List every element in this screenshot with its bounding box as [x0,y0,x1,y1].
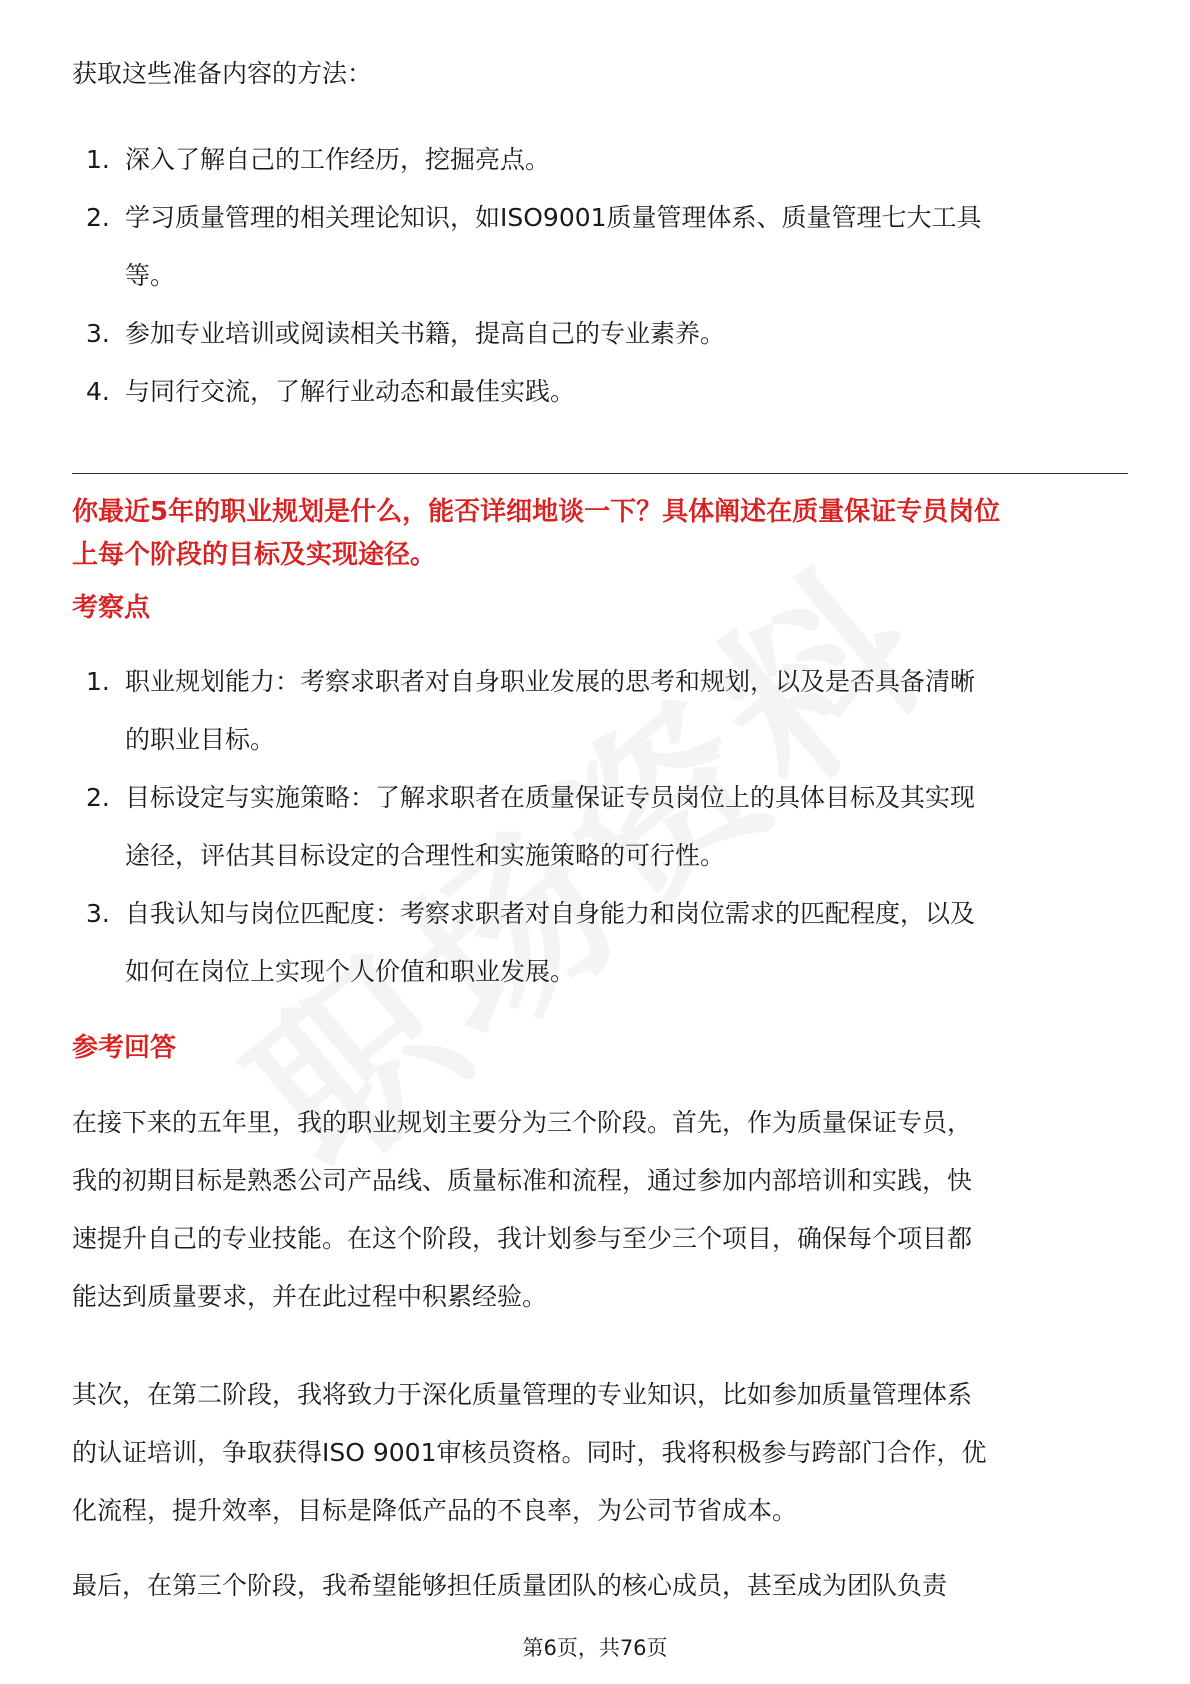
list-text: 职业规划能力：考察求职者对自身职业发展的思考和规划，以及是否具备清晰 [125,667,976,696]
list-text: 参加专业培训或阅读相关书籍，提高自己的专业素养。 [125,319,726,348]
list-number: 1. [86,145,110,174]
focus-heading: 考察点 [72,593,151,623]
answer-paragraph [72,1094,1122,1326]
answer-paragraph [72,1557,1122,1615]
list-item [72,885,1122,1001]
paragraph-line: 能达到质量要求，并在此过程中积累经验。 [72,1282,548,1311]
paragraph-line: 速提升自己的专业技能。在这个阶段，我计划参与至少三个项目，确保每个项目都 [72,1224,973,1253]
question-line: 上每个阶段的目标及实现途径。 [72,540,437,570]
list-number: 3. [86,899,110,928]
list-item [72,363,1122,421]
answer-paragraph [72,1366,1122,1540]
list-number: 4. [86,377,110,406]
list-text: 自我认知与岗位匹配度：考察求职者对自身能力和岗位需求的匹配程度，以及 [125,899,976,928]
list-text-cont: 如何在岗位上实现个人价值和职业发展。 [125,957,576,986]
answer-heading: 参考回答 [72,1033,177,1063]
list-item [72,189,1122,305]
methods-list [72,131,1122,421]
list-text: 学习质量管理的相关理论知识，如ISO9001质量管理体系、质量管理七大工具 [125,203,982,232]
section-divider [72,473,1128,474]
list-text: 深入了解自己的工作经历，挖掘亮点。 [125,145,551,174]
page-footer: 第6页，共76页 [522,1636,668,1660]
list-text: 与同行交流，了解行业动态和最佳实践。 [125,377,576,406]
question-line: 你最近5年的职业规划是什么，能否详细地谈一下？具体阐述在质量保证专员岗位 [72,497,1001,527]
list-text-cont: 等。 [125,261,176,290]
list-text-cont: 途径，评估其目标设定的合理性和实施策略的可行性。 [125,841,726,870]
intro-text: 获取这些准备内容的方法： [72,59,373,88]
list-number: 2. [86,203,110,232]
list-number: 1. [86,667,110,696]
paragraph-line: 化流程，提升效率，目标是降低产品的不良率，为公司节省成本。 [72,1496,798,1525]
list-number: 2. [86,783,110,812]
list-item [72,653,1122,769]
question-heading [72,491,1122,577]
list-item [72,131,1122,189]
list-item [72,769,1122,885]
focus-points-list [72,653,1122,1001]
paragraph-line: 我的初期目标是熟悉公司产品线、质量标准和流程，通过参加内部培训和实践，快 [72,1166,973,1195]
list-item [72,305,1122,363]
list-number: 3. [86,319,110,348]
paragraph-line: 的认证培训，争取获得ISO 9001审核员资格。同时，我将积极参与跨部门合作，优 [72,1438,987,1467]
list-text-cont: 的职业目标。 [125,725,276,754]
paragraph-line: 在接下来的五年里，我的职业规划主要分为三个阶段。首先，作为质量保证专员， [72,1108,973,1137]
paragraph-line: 最后，在第三个阶段，我希望能够担任质量团队的核心成员，甚至成为团队负责 [72,1571,948,1600]
list-text: 目标设定与实施策略：了解求职者在质量保证专员岗位上的具体目标及其实现 [125,783,976,812]
paragraph-line: 其次，在第二阶段，我将致力于深化质量管理的专业知识，比如参加质量管理体系 [72,1380,973,1409]
